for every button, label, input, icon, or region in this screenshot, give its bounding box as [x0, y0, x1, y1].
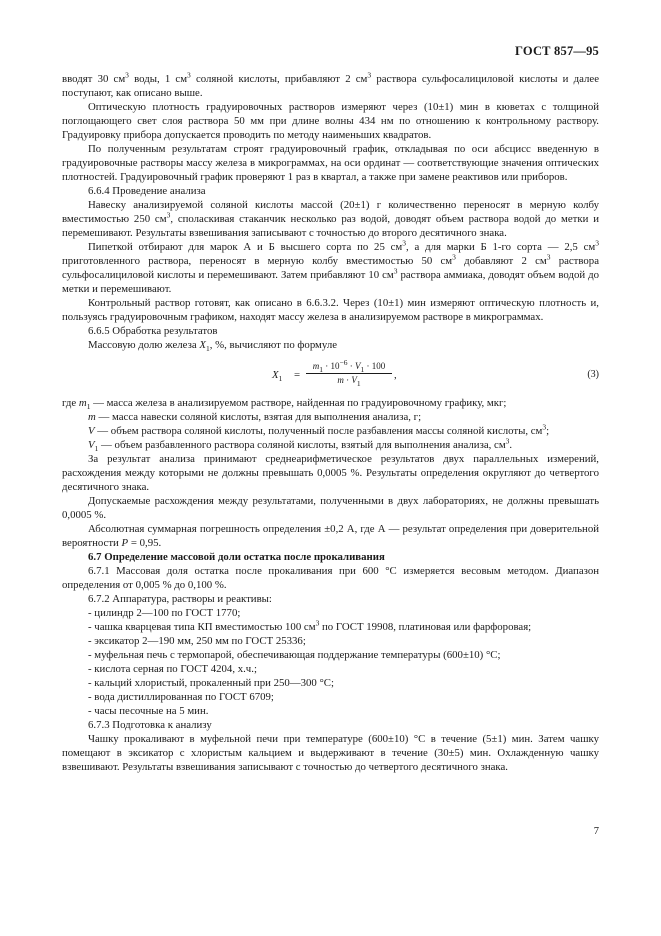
section-heading-6-7-3: 6.7.3 Подготовка к анализу: [88, 719, 212, 731]
formula-where-m: m — масса навески соляной кислоты, взятая для выполнения анализа, г;: [88, 411, 422, 423]
paragraph: вводят 30 $см^3$ воды, 1 $см^3$ соляной кислоты, прибавляют 2 $см^3$ раствора сульфосалициловой кислоты и далее поступают, как описано выше.: [62, 70, 599, 99]
formula-equals: =: [294, 369, 301, 381]
page-header: ГОСТ 857—95: [515, 44, 599, 58]
paragraph: 6.7.1 Массовая доля остатка после прокаливания при 600 °С измеряется весовым методом. Диапазон определения от 0,005 % до 0,100 %.: [62, 565, 599, 591]
formula-numerator: $m_1 \cdot 10^{-6} \cdot V_1 \cdot 100$: [306, 360, 392, 374]
list-item: - кислота серная по ГОСТ 4204, х.ч.;: [88, 663, 257, 675]
list-item: - чашка кварцевая типа КП вместимостью 100 $см^3$ по ГОСТ 19908, платиновая или фарфоровая;: [88, 618, 532, 633]
paragraph: Чашку прокаливают в муфельной печи при температуре (600±10) °С в течение (5±1) мин. Затем чашку помещают в эксикатор с хлористым кальцием и выдерживают в течение (30±5) мин. Охлажденную чашку взвешивают. Результаты взвешивания записывают с точностью до четвертого десятичного знака.: [62, 733, 599, 773]
list-item: - муфельная печь с термопарой, обеспечивающая поддержание температуры (600±10) °С;: [88, 649, 501, 661]
paragraph: Допускаемые расхождения между результатами, полученными в двух лабораториях, не должны превышать 0,0005 %.: [62, 495, 599, 521]
formula-denominator: $m \cdot V_1$: [337, 375, 361, 388]
paragraph: Пипеткой отбирают для марок А и Б высшего сорта по 25 $см^3$, а для марки Б 1-го сорта — 2,5 $см^3$ приготовленного раствора, переносят в мерную колбу вместимостью 50 $см^3$ добавляют 2 $см^3$ раствора сульфосалициловой кислоты и перемешивают. Затем прибавляют 10 $см^3$ раствора аммиака, доводят объем водой до метки и перемешивают.: [62, 238, 600, 295]
paragraph: Оптическую плотность градуировочных растворов измеряют через (10±1) мин в кюветах с толщиной поглощающего свет слоя раствора 50 мм при длине волны 434 нм по отношению к контрольному раствору. Градуировку прибора допускается проводить по методу наименьших квадратов.: [62, 101, 599, 141]
formula-3: [62, 360, 599, 390]
paragraph: Контрольный раствор готовят, как описано в 6.6.3.2. Через (10±1) мин измеряют оптическую плотность и, пользуясь градуировочным графиком, находят массу железа в анализируемом растворе в микрограммах.: [62, 297, 599, 323]
formula-number: (3): [587, 369, 599, 380]
formula-where-v: V — объем раствора соляной кислоты, полученный после разбавления массы соляной кислоты, $см^3$;: [88, 422, 550, 437]
page-content: [62, 72, 599, 774]
section-heading-6-7-2: 6.7.2 Аппаратура, растворы и реактивы:: [88, 593, 272, 605]
formula-comma: ,: [394, 369, 397, 381]
formula-where-m1: где $m_1$ — масса железа в анализируемом растворе, найденная по градуировочному графику, мкг;: [62, 397, 507, 412]
section-heading-6-6-5: 6.6.5 Обработка результатов: [88, 325, 218, 337]
formula-where-v1: $V_1$ — объем разбавленного раствора соляной кислоты, взятый для выполнения анализа, $см^3$.: [88, 436, 513, 454]
section-heading-6-6-4: 6.6.4 Проведение анализа: [88, 185, 206, 197]
list-item: - эксикатор 2—190 мм, 250 мм по ГОСТ 25336;: [88, 635, 306, 647]
paragraph: За результат анализа принимают среднеарифметическое результатов двух параллельных измерений, расхождения между которыми не должны превышать 0,0005 %. Результаты определения округляют до четвертого десятичного знака.: [62, 453, 599, 493]
list-item: - часы песочные на 5 мин.: [88, 705, 209, 717]
paragraph: Массовую долю железа $X_1$, %, вычисляют по формуле: [88, 339, 337, 354]
section-heading-6-7: 6.7 Определение массовой доли остатка после прокаливания: [88, 551, 385, 563]
paragraph: По полученным результатам строят градуировочный график, откладывая по оси абсцисс введенную в градуировочные растворы массу железа в микрограммах, на оси ординат — соответствующие значения оптических плотностей. Градуировочный график проверяют 1 раз в квартал, а также при замене реактивов или приборов.: [62, 143, 599, 183]
list-item: - кальций хлористый, прокаленный при 250—300 °С;: [88, 677, 334, 689]
formula-fraction: [306, 360, 392, 386]
list-item: - вода дистиллированная по ГОСТ 6709;: [88, 691, 274, 703]
paragraph: Абсолютная суммарная погрешность определения ±0,2 А, где А — результат определения при доверительной вероятности P = 0,95.: [62, 523, 599, 549]
formula-lhs: $X_1$: [272, 369, 283, 384]
page-number: 7: [593, 826, 599, 837]
list-item: - цилиндр 2—100 по ГОСТ 1770;: [88, 607, 241, 619]
paragraph: Навеску анализируемой соляной кислоты массой (20±1) г количественно переносят в мерную колбу вместимостью 250 $см^3$, споласкивая стаканчик несколько раз водой, доводят объем раствора водой до метки и перемешивают. Результаты взвешивания записывают с точностью до второго десятичного знака.: [62, 199, 599, 239]
